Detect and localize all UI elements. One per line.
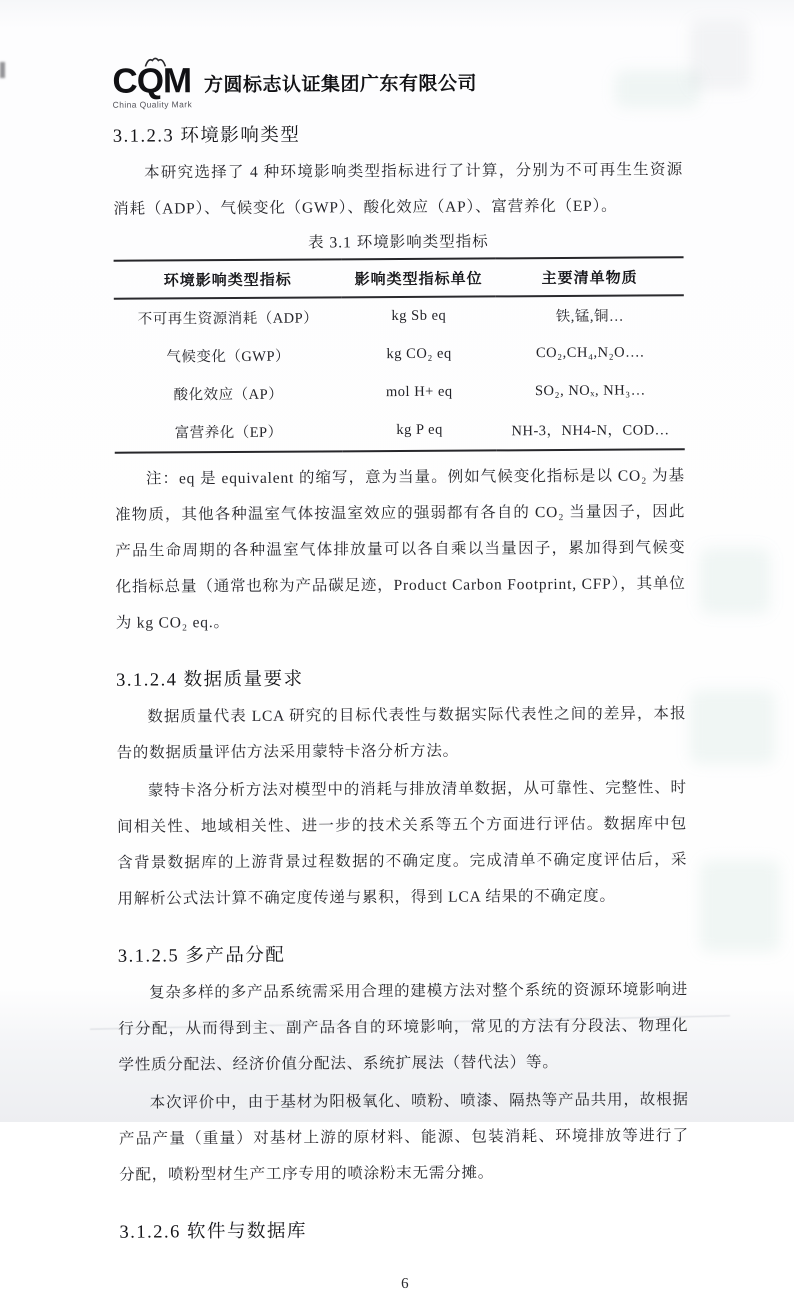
company-name: 方圆标志认证集团广东有限公司 [203, 73, 478, 97]
table-cell: NH-3，NH4-N，COD… [511, 422, 670, 440]
table-cell: 不可再生资源消耗（ADP） [137, 310, 319, 328]
paragraph-allocation-2: 本次评价中，由于基材为阳极氧化、喷粉、喷漆、隔热等产品共用，故根据产品产量（重量）对基材上游的原材料、能源、包装消耗、环境排放等进行了分配，喷粉型材生产工序专用的喷涂粉末无需分摊。 [118, 1091, 689, 1184]
table-row [114, 334, 684, 375]
cqm-crown-icon [143, 54, 167, 72]
table-header-cell: 主要清单物质 [495, 257, 683, 296]
table-header-cell: 环境影响类型指标 [114, 259, 342, 298]
cqm-logo-text: CQM [112, 61, 192, 101]
table-cell: CO₂,CH₄,N₂O…. [535, 344, 645, 362]
table-cell: kg Sb eq [391, 307, 447, 325]
paragraph-data-quality-2: 蒙特卡洛分析方法对模型中的消耗与排放清单数据，从可靠性、完整性、时间相关性、地域相关性、进一步的技术关系等五个方面进行评估。数据库中包含背景数据库的上游背景过程数据的不确定度。完成清单不确定度评估后，采用解析公式法计算不确定度传递与累积，得到 LCA 结果的不确定度。 [116, 779, 688, 908]
paragraph-data-quality-1: 数据质量代表 LCA 研究的目标代表性与数据实际代表性之间的差异，本报告的数据质量评估方法采用蒙特卡洛分析方法。 [116, 705, 687, 762]
table-cell: 铁,锰,铜… [555, 308, 625, 326]
company-logo [112, 60, 682, 109]
table-header-cell: 影响类型指标单位 [342, 258, 496, 297]
table-cell: 酸化效应（AP） [173, 386, 284, 404]
table-cell: SO₂, NOₓ, NH₃… [534, 382, 646, 400]
table-row [115, 410, 685, 452]
table-cell: kg CO₂ eq [386, 345, 452, 363]
section-heading-data-quality: 3.1.2.4 数据质量要求 [116, 669, 304, 691]
section-heading-software-database: 3.1.2.6 软件与数据库 [119, 1221, 308, 1243]
table-caption: 表 3.1 环境影响类型指标 [308, 233, 489, 252]
table-cell: 富营养化（EP） [174, 424, 283, 442]
impact-indicator-table [114, 256, 685, 453]
paragraph-allocation-1: 复杂多样的多产品系统需采用合理的建模方法对整个系统的资源环境影响进行分配，从而得到主、副产品各自的环境影响，常见的方法有分段法、物理化学性质分配法、经济价值分配法、系统扩展法（替代法）等。 [118, 981, 689, 1074]
section-heading-environmental-impact-types: 3.1.2.3 环境影响类型 [112, 125, 301, 147]
paragraph-impact-indicators: 本研究选择了 4 种环境影响类型指标进行了计算，分别为不可再生生资源消耗（ADP）、气候变化（GWP）、酸化效应（AP）、富营养化（EP）。 [113, 161, 684, 218]
table-cell: kg P eq [396, 421, 443, 439]
cqm-logo [112, 63, 192, 109]
cqm-logo-tagline: China Quality Mark [112, 99, 193, 110]
table-cell: 气候变化（GWP） [166, 348, 291, 366]
table-header-row [114, 257, 684, 298]
table-row [114, 295, 684, 337]
page-number: 6 [401, 1275, 409, 1292]
section-heading-multi-product-allocation: 3.1.2.5 多产品分配 [117, 945, 286, 967]
table-note-paragraph: 注：eq 是 equivalent 的缩写，意为当量。例如气候变化指标是以 CO₂ 为基准物质，其他各种温室气体按温室效应的强弱都有各自的 CO₂ 当量因子，因此产品生命周期的各种温室气体排放量可以各自乘以当量因子，累加得到气候变化指标总量（通常也称为产品碳足迹，Product Carbon Footprint, CFP），其单位为 kg CO₂ eq.。 [115, 467, 686, 632]
table-cell: mol H+ eq [385, 383, 453, 401]
table-row [114, 372, 684, 413]
